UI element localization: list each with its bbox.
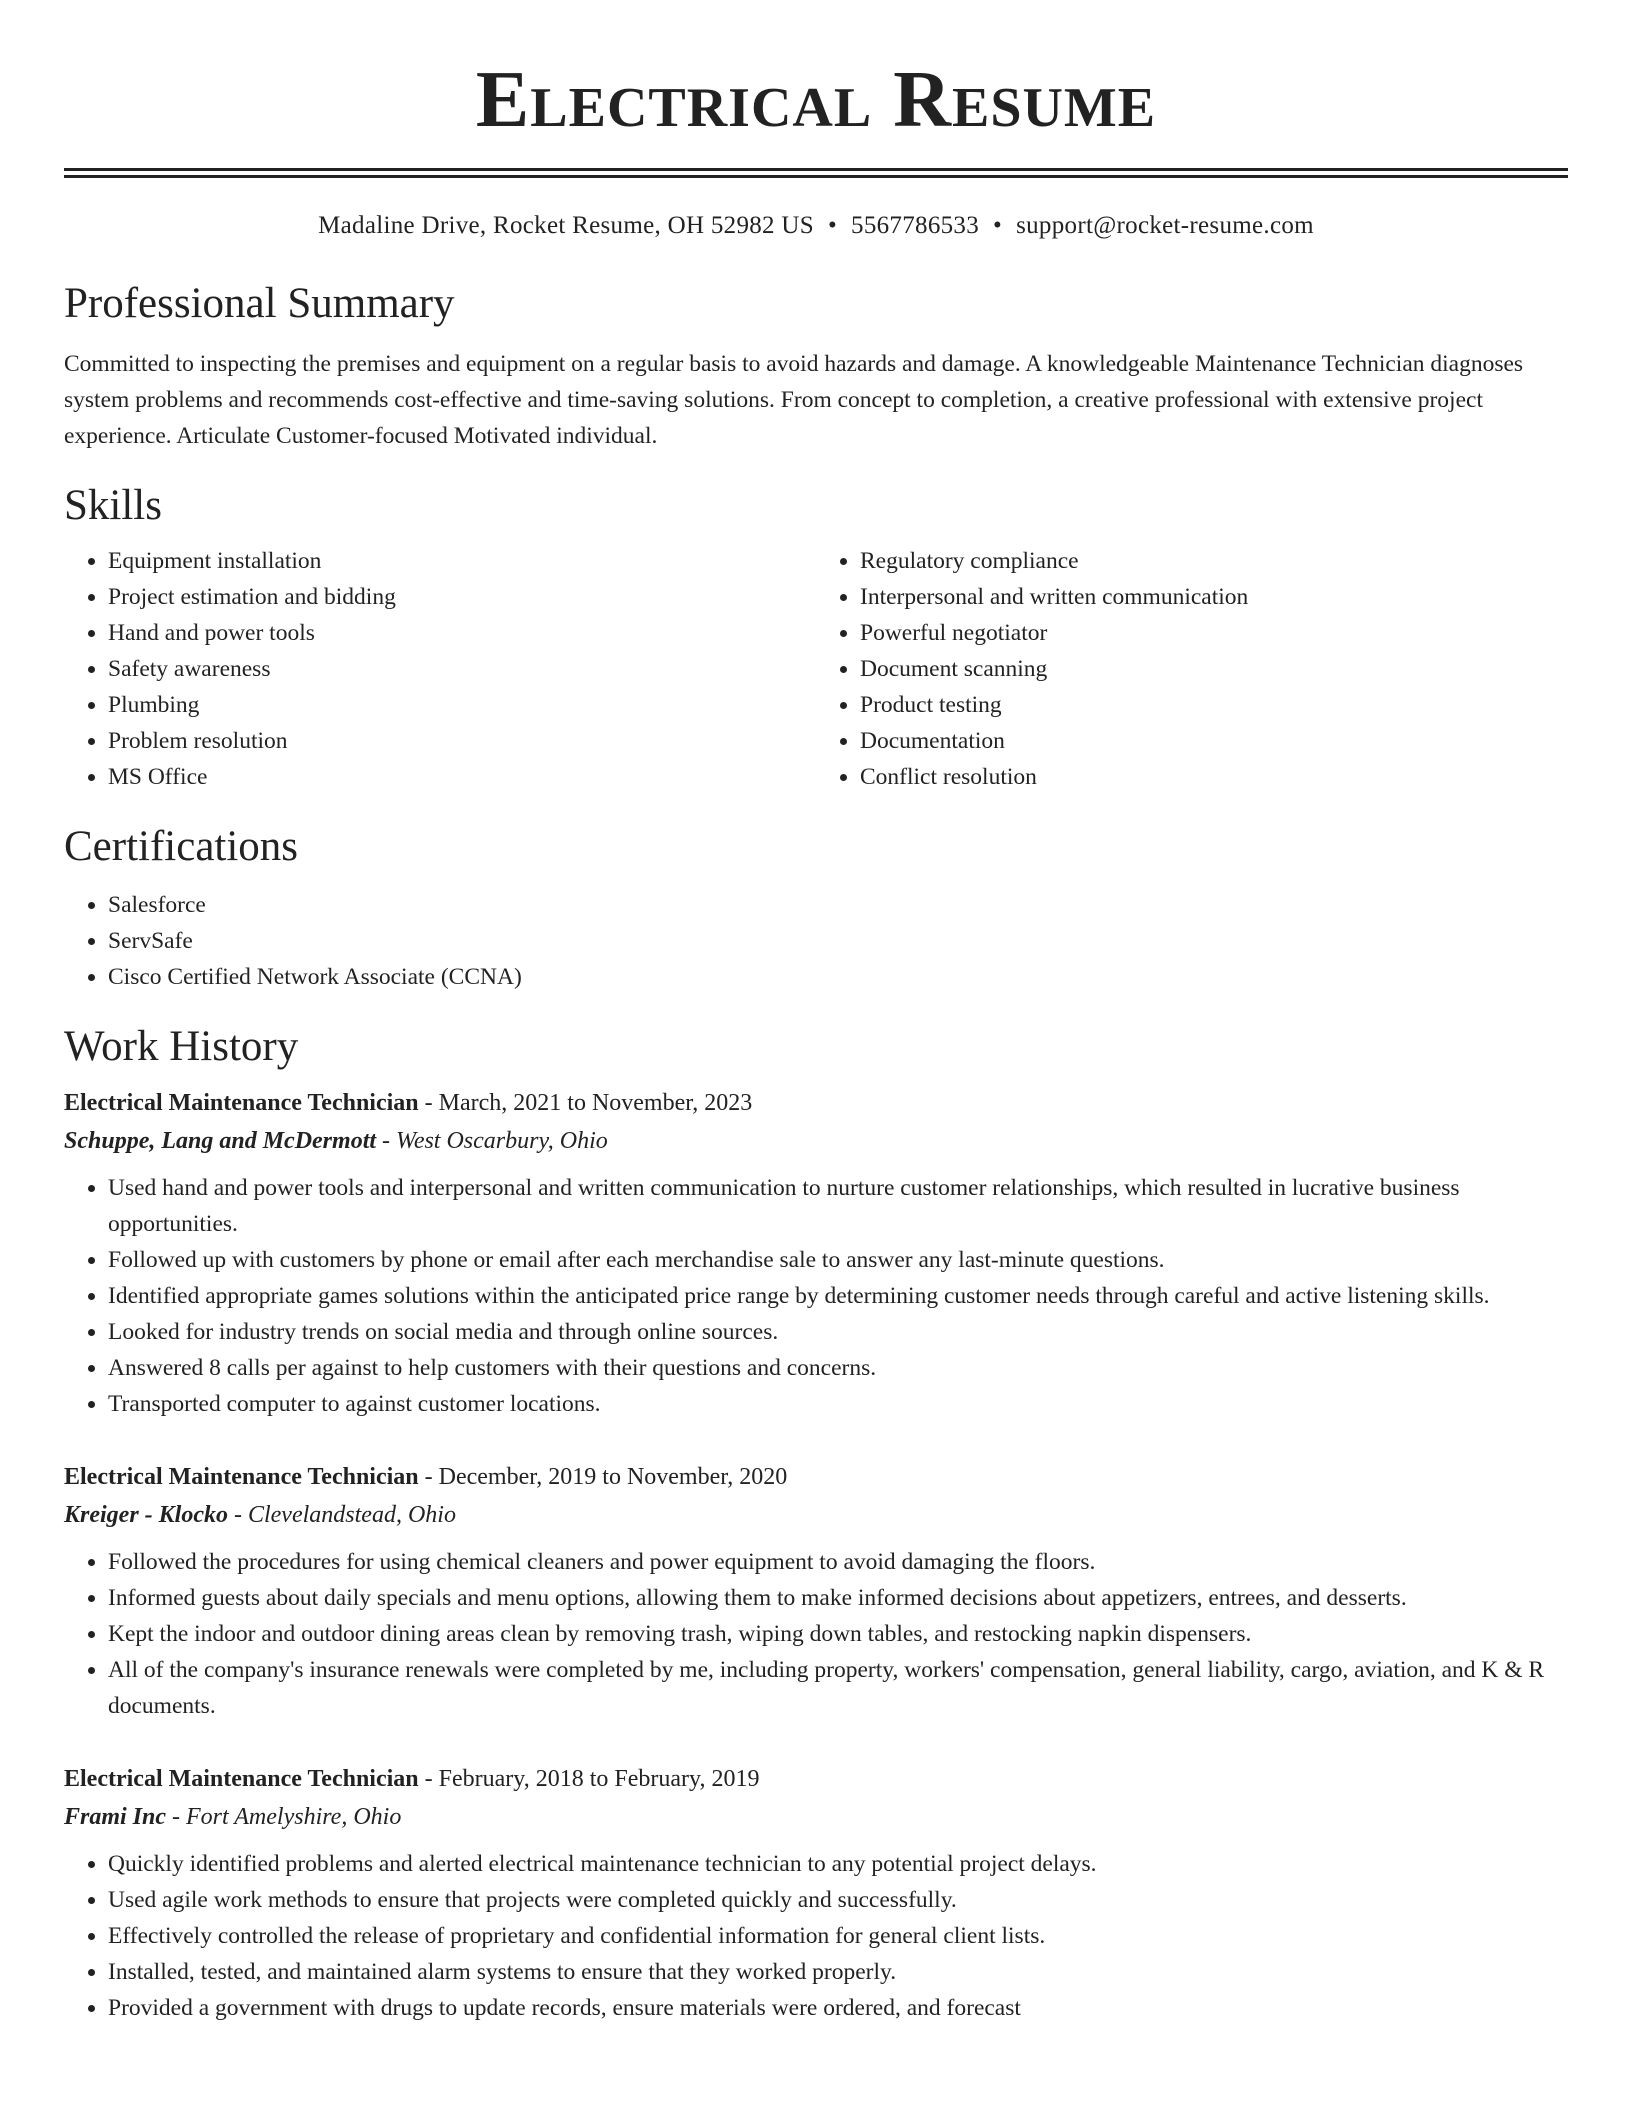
skills-heading: Skills (64, 481, 162, 529)
contact-phone: 5567786533 (851, 212, 980, 239)
job-bullet: • Identified appropriate games solutions within the anticipated price range by determining customer needs through careful and active listening skills. (108, 1278, 1568, 1314)
job-bullet-list (64, 1544, 1568, 1724)
skill-item: • Conflict resolution (860, 759, 1568, 795)
job-title: Electrical Maintenance Technician (64, 1464, 419, 1491)
job-bullet-list (64, 1170, 1568, 1422)
job-title: Electrical Maintenance Technician (64, 1766, 419, 1793)
contact-email[interactable]: support@rocket-resume.com (1016, 212, 1314, 239)
job-bullet: • Kept the indoor and outdoor dining areas clean by removing trash, wiping down tables, and restocking napkin dispensers. (108, 1616, 1568, 1652)
title-double-rule (64, 168, 1568, 178)
skill-item: • Safety awareness (108, 651, 816, 687)
contact-separator: • (993, 212, 1003, 239)
job-bullet: • Installed, tested, and maintained alarm systems to ensure that they worked properly. (108, 1954, 1568, 1990)
certifications-heading: Certifications (64, 823, 299, 871)
certification-item: • Salesforce (108, 887, 1568, 923)
skill-item: • Hand and power tools (108, 615, 816, 651)
job-dates: - March, 2021 to November, 2023 (418, 1090, 753, 1117)
contact-address: Madaline Drive, Rocket Resume, OH 52982 US (318, 212, 814, 239)
job-bullet: • Effectively controlled the release of proprietary and confidential information for general client lists. (108, 1918, 1568, 1954)
skill-item: • MS Office (108, 759, 816, 795)
contact-line (64, 212, 1568, 240)
skills-section (64, 480, 1568, 796)
job-company: Frami Inc (64, 1804, 167, 1831)
job-bullet: • Looked for industry trends on social media and through online sources. (108, 1314, 1568, 1350)
resume-page (64, 0, 1568, 2026)
skill-item: • Project estimation and bidding (108, 579, 816, 615)
certification-item: • ServSafe (108, 923, 1568, 959)
certifications-section (64, 821, 1568, 995)
job-bullet: • Answered 8 calls per against to help customers with their questions and concerns. (108, 1350, 1568, 1386)
resume-title: Electrical Resume (475, 56, 1157, 144)
job-bullet: • Followed up with customers by phone or email after each merchandise sale to answer any last-minute questions. (108, 1242, 1568, 1278)
skills-list-left (64, 543, 816, 795)
skill-item: • Interpersonal and written communication (860, 579, 1568, 615)
job-bullet: • Followed the procedures for using chemical cleaners and power equipment to avoid damaging the floors. (108, 1544, 1568, 1580)
certifications-list (64, 887, 1568, 995)
summary-heading: Professional Summary (64, 280, 455, 327)
job-entry (64, 1760, 1568, 2026)
skills-list-right (816, 543, 1568, 795)
work-history-section (64, 1021, 1568, 2027)
skill-item: • Document scanning (860, 651, 1568, 687)
job-bullet: • Used agile work methods to ensure that projects were completed quickly and successfully. (108, 1882, 1568, 1918)
skill-item: • Plumbing (108, 687, 816, 723)
job-bullet-list (64, 1846, 1568, 2026)
job-bullet: • Transported computer to against customer locations. (108, 1386, 1568, 1422)
job-company-line (64, 1122, 1568, 1160)
skill-item: • Regulatory compliance (860, 543, 1568, 579)
job-entry (64, 1458, 1568, 1724)
job-company-line (64, 1496, 1568, 1534)
job-title-line (64, 1458, 1568, 1496)
skill-item: • Documentation (860, 723, 1568, 759)
job-bullet: • Informed guests about daily specials and menu options, allowing them to make informed decisions about appetizers, entrees, and desserts. (108, 1580, 1568, 1616)
job-bullet: • Provided a government with drugs to update records, ensure materials were ordered, and forecast (108, 1990, 1568, 2026)
job-bullet: • Quickly identified problems and alerted electrical maintenance technician to any potential project delays. (108, 1846, 1568, 1882)
job-entry (64, 1084, 1568, 1422)
skill-item: • Equipment installation (108, 543, 816, 579)
job-company: Kreiger - Klocko (64, 1502, 228, 1529)
skill-item: • Product testing (860, 687, 1568, 723)
skill-item: • Problem resolution (108, 723, 816, 759)
job-title: Electrical Maintenance Technician (64, 1090, 419, 1117)
work-history-heading: Work History (64, 1022, 299, 1070)
job-company-line (64, 1798, 1568, 1836)
job-bullet: • Used hand and power tools and interpersonal and written communication to nurture customer relationships, which resulted in lucrative business opportunities. (108, 1170, 1568, 1242)
contact-separator: • (827, 212, 838, 239)
job-dates: - February, 2018 to February, 2019 (418, 1766, 760, 1793)
skills-grid (64, 543, 1568, 795)
professional-summary-section (64, 278, 1568, 454)
job-location: - West Oscarbury, Ohio (376, 1128, 608, 1155)
skill-item: • Powerful negotiator (860, 615, 1568, 651)
summary-text: Committed to inspecting the premises and equipment on a regular basis to avoid hazards and damage. A knowledgeable Maintenance Technician diagnoses system problems and recommends cost-effective and time-saving solutions. From concept to completion, a creative professional with extensive project experience. Articulate Customer-focused Motivated individual. (64, 350, 1524, 449)
job-location: - Clevelandstead, Ohio (227, 1502, 456, 1529)
job-bullet: • All of the company's insurance renewals were completed by me, including property, workers' compensation, general liability, cargo, aviation, and K & R documents. (108, 1652, 1568, 1724)
job-location: - Fort Amelyshire, Ohio (166, 1804, 402, 1831)
certification-item: • Cisco Certified Network Associate (CCNA) (108, 959, 1568, 995)
job-title-line (64, 1084, 1568, 1122)
job-title-line (64, 1760, 1568, 1798)
job-dates: - December, 2019 to November, 2020 (418, 1464, 788, 1491)
job-company: Schuppe, Lang and McDermott (64, 1128, 377, 1155)
